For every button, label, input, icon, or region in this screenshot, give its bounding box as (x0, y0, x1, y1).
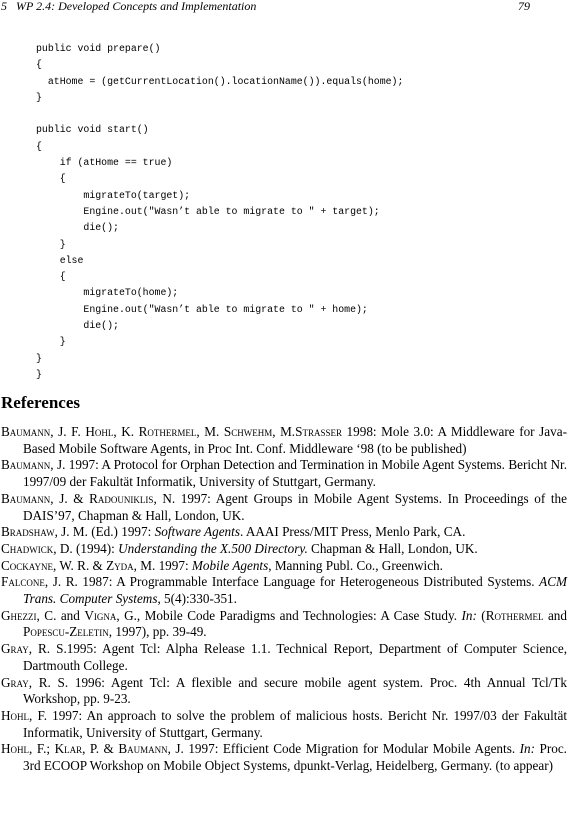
reference-text: , P. & (82, 741, 119, 757)
code-line: { (36, 271, 66, 283)
code-line: if (atHome == true) (36, 157, 173, 169)
reference-text: , M. (272, 424, 296, 439)
code-line: else (36, 254, 84, 266)
author-name: Chadwick (1, 540, 54, 556)
references-heading: References (1, 393, 80, 412)
author-name: Klar (54, 741, 83, 757)
reference-text: , R. S.1995: Agent Tcl: Alpha Release 1.1. Technical Report, Department of Computer Science, Dartmouth College. (23, 641, 567, 673)
code-line: } (36, 238, 66, 250)
reference-text: ( (476, 607, 486, 623)
author-name: Hohl (1, 741, 30, 757)
code-line: Engine.out("Wasn’t able to migrate to " + home); (36, 303, 368, 315)
reference-text: , J. 1997: A Protocol for Orphan Detection and Termination in Mobile Agent Systems. Bericht Nr. 1997/09 der Fakultät Informatik, University of Stuttgart, Germany. (23, 457, 567, 490)
italic-title: Software Agents (154, 524, 240, 540)
author-name: Bradshaw (1, 524, 55, 540)
reference-text: Proc. 3rd ECOOP Workshop on Mobile Object Systems, dpunkt-Verlag, Heidelberg, Germany. (to appear) (23, 741, 567, 774)
author-name: Baumann (1, 490, 51, 506)
author-name: Cockayne (1, 557, 53, 573)
author-name: Falcone (1, 574, 45, 590)
reference-text: , W. R. & (52, 557, 107, 573)
reference-entry (1, 558, 567, 575)
italic-title: Understanding the X.500 Directory. (118, 540, 308, 556)
reference-list (1, 424, 567, 775)
reference-text: , G., Mobile Code Paradigms and Technologies: A Case Study. (116, 607, 462, 623)
reference-text: , M. 1997: (133, 557, 192, 573)
reference-text: , C. and (36, 607, 85, 623)
code-line: die(); (36, 320, 119, 332)
reference-entry (1, 457, 567, 490)
code-line: public void prepare() (36, 43, 161, 54)
code-line: migrateTo(home); (36, 287, 179, 299)
section-heading: 5 WP 2.4: Developed Concepts and Implementation (1, 0, 257, 13)
reference-entry (1, 641, 567, 674)
reference-text: , F. 1997: An approach to solve the problem of malicious hosts. Bericht Nr. 1997/03 der Fakultät Informatik, University of Stuttgart, Germany. (23, 707, 567, 740)
code-line: } (36, 352, 42, 364)
author-name: Rothermel (485, 607, 544, 623)
author-name: Baumann (118, 741, 168, 757)
reference-text: , J. & (50, 490, 90, 506)
code-line: atHome = (getCurrentLocation().locationName()).equals(home); (36, 75, 404, 87)
italic-title: Mobile Agents (191, 557, 269, 573)
code-line: { (36, 173, 66, 185)
author-name: Gray (1, 674, 29, 690)
code-line (36, 106, 403, 122)
author-name: Hohl (1, 707, 30, 723)
author-name: Popescu-Zeletin (23, 624, 109, 640)
code-line: } (36, 91, 42, 103)
reference-entry (1, 424, 567, 457)
reference-text: , K. (113, 424, 139, 439)
code-line: public void start() (36, 124, 149, 136)
author-name: Vigna (84, 607, 117, 623)
author-name: Straßer (295, 424, 342, 439)
author-name: Baumann (1, 457, 51, 473)
reference-entry (1, 608, 567, 641)
page-number: 79 (518, 0, 530, 13)
italic-title: ACM Trans. Computer Systems (23, 574, 567, 607)
reference-text: , J. 1997: Efficient Code Migration for Modular Mobile Agents. (167, 741, 520, 757)
page-header (0, 0, 568, 14)
code-line: migrateTo(target); (36, 189, 191, 201)
reference-text: , M. (196, 424, 224, 439)
reference-text: , R. S. 1996: Agent Tcl: A flexible and secure mobile agent system. Proc. 4th Annual Tcl/Tk Workshop, pp. 9-23. (23, 674, 567, 707)
reference-text: , D. (1994): (53, 540, 119, 556)
reference-entry (1, 741, 567, 774)
reference-entry (1, 574, 567, 607)
reference-entry (1, 524, 567, 541)
reference-entry (1, 675, 567, 708)
reference-text: . AAAI Press/MIT Press, Menlo Park, CA. (239, 524, 466, 540)
code-line: Engine.out("Wasn’t able to migrate to " + target); (36, 205, 380, 217)
reference-text: , 5(4):330-351. (157, 591, 237, 607)
italic-title: In: (519, 741, 536, 757)
reference-entry (1, 491, 567, 524)
code-line: } (36, 336, 66, 348)
author-name: Zyda (106, 557, 134, 573)
code-line: { (36, 59, 42, 71)
reference-text: , Manning Publ. Co., Greenwich. (268, 557, 443, 573)
reference-entry (1, 708, 567, 741)
reference-text: Chapman & Hall, London, UK. (307, 540, 478, 556)
code-listing (36, 41, 403, 383)
code-line: die(); (36, 222, 119, 234)
author-name: Gray (1, 641, 29, 657)
author-name: Schwehm (223, 424, 273, 439)
code-line: } (36, 368, 42, 380)
reference-text: , F.; (29, 741, 55, 757)
author-name: Hohl (85, 424, 114, 439)
reference-text: , N. 1997: Agent Groups in Mobile Agent Systems. In Proceedings of the DAIS’97, Chapman & Hall, London, UK. (23, 490, 568, 523)
reference-text: , J. R. 1987: A Programmable Interface Language for Heterogeneous Distributed Systems. (44, 574, 540, 590)
italic-title: In: (461, 607, 477, 623)
code-line: { (36, 140, 42, 152)
reference-text: , J. M. (Ed.) 1997: (54, 524, 155, 540)
reference-entry (1, 541, 567, 558)
author-name: Radouniklis (89, 490, 154, 506)
author-name: Baumann (1, 424, 51, 439)
reference-text: 1998: Mole 3.0: A Middleware for Java-Based Mobile Software Agents, in Proc Int. Conf. Middleware ‘98 (to be published) (23, 424, 567, 456)
reference-text: , J. F. (50, 424, 86, 439)
reference-text: and (543, 607, 567, 623)
reference-text: , 1997), pp. 39-49. (108, 624, 207, 640)
author-name: Ghezzi (1, 607, 37, 623)
author-name: Rothermel (138, 424, 197, 439)
